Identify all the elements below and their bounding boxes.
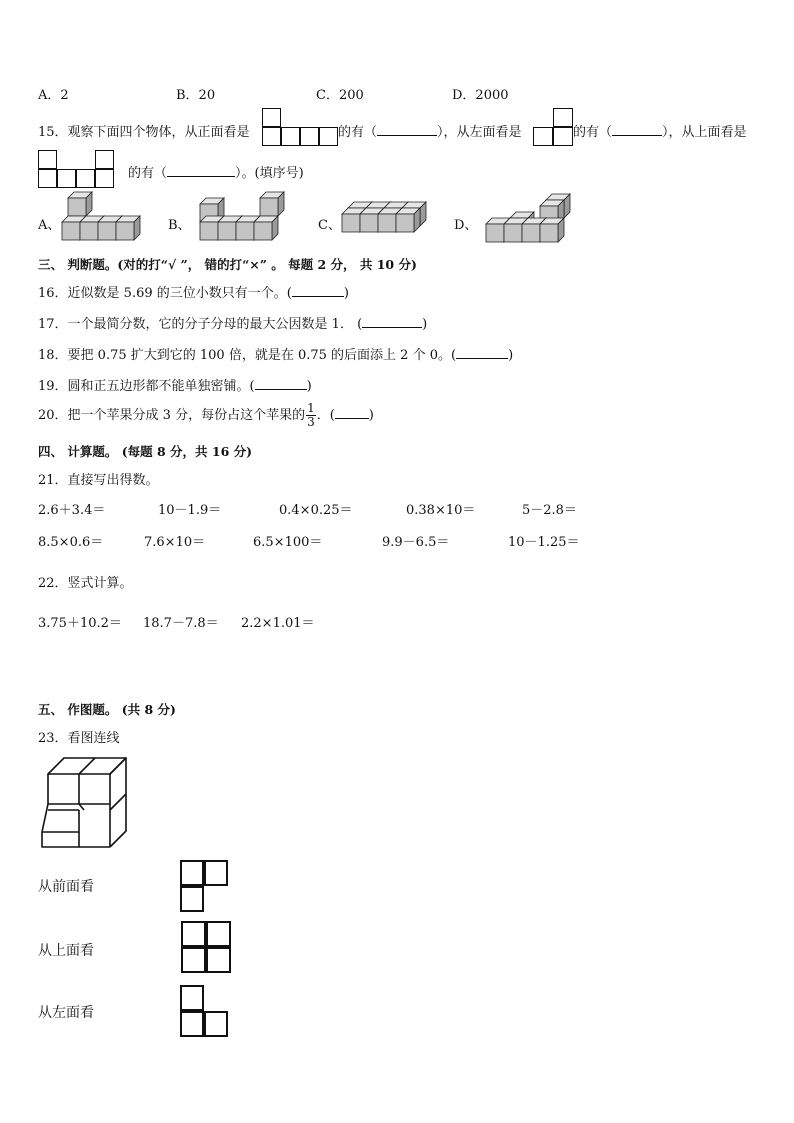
calc-item: 0.38×10＝ bbox=[406, 503, 476, 518]
view-shape-1[interactable] bbox=[180, 860, 228, 912]
q17: 17．一个最简分数，它的分子分母的最大公因数是 1． ( ) bbox=[38, 317, 428, 332]
cube bbox=[254, 216, 278, 240]
figure-label-a: A、 bbox=[38, 218, 61, 233]
cube-figure-c bbox=[340, 204, 430, 240]
view-shape-2[interactable] bbox=[181, 921, 231, 973]
calc-item: 9.9－6.5＝ bbox=[382, 535, 450, 550]
top-view-shape bbox=[38, 150, 114, 188]
q22-title: 22．竖式计算。 bbox=[38, 576, 133, 591]
calc-item: 8.5×0.6＝ bbox=[38, 535, 104, 550]
cube bbox=[540, 218, 564, 242]
view-label-left: 从左面看 bbox=[38, 1005, 94, 1021]
cube bbox=[68, 192, 92, 216]
calc-item: 0.4×0.25＝ bbox=[279, 503, 353, 518]
calc-item: 2.6＋3.4＝ bbox=[38, 503, 106, 518]
view-shape-3[interactable] bbox=[180, 985, 228, 1037]
fraction: $\frac{1}{3}$ bbox=[307, 401, 315, 429]
calc-item: 5－2.8＝ bbox=[522, 503, 577, 518]
option-b: B．20 bbox=[176, 88, 216, 103]
front-view-shape bbox=[262, 108, 338, 146]
left-view-shape bbox=[533, 108, 573, 146]
view-label-front: 从前面看 bbox=[38, 879, 94, 895]
calc-item: 6.5×100＝ bbox=[253, 535, 323, 550]
calc-item: 10－1.9＝ bbox=[158, 503, 222, 518]
option-c: C．200 bbox=[316, 88, 364, 103]
cube-figure-a bbox=[60, 196, 142, 246]
solid-figure bbox=[38, 754, 130, 850]
option-d: D．2000 bbox=[452, 88, 509, 103]
section-3-heading: 三、 判断题。(对的打“√ ”， 错的打“×” 。 每题 2 分， 共 10 分) bbox=[38, 257, 417, 272]
q23-title: 23．看图连线 bbox=[38, 731, 120, 746]
q18: 18．要把 0.75 扩大到它的 100 倍，就是在 0.75 的后面添上 2 个 0。( ) bbox=[38, 348, 514, 363]
q20: 20．把一个苹果分成 3 分，每份占这个苹果的 $\frac{1}{3}$ ．( ) bbox=[38, 401, 374, 429]
cube bbox=[260, 192, 284, 216]
q15-line2: 的有（ ）。(填序号) bbox=[128, 166, 304, 181]
q16: 16．近似数是 5.69 的三位小数只有一个。( ) bbox=[38, 286, 349, 301]
figure-label-c: C、 bbox=[318, 218, 341, 233]
q21-title: 21．直接写出得数。 bbox=[38, 473, 159, 488]
vertical-calc-item: 2.2×1.01＝ bbox=[241, 616, 315, 631]
q19: 19．圆和正五边形都不能单独密铺。( ) bbox=[38, 379, 312, 394]
section-5-heading: 五、 作图题。 (共 8 分) bbox=[38, 702, 176, 717]
cube-figure-d bbox=[484, 198, 574, 244]
vertical-calc-item: 18.7－7.8＝ bbox=[143, 616, 219, 631]
option-a: A．2 bbox=[38, 88, 69, 103]
cube bbox=[116, 216, 140, 240]
q15-prefix: 15．观察下面四个物体，从正面看是 bbox=[38, 125, 250, 140]
q15-mid3: 的有（ ），从上面看是 bbox=[573, 125, 747, 140]
vertical-calc-item: 3.75＋10.2＝ bbox=[38, 616, 122, 631]
cube-figure-b bbox=[198, 198, 288, 244]
figure-label-b: B、 bbox=[168, 218, 191, 233]
section-4-heading: 四、 计算题。 (每题 8 分，共 16 分) bbox=[38, 444, 253, 459]
calc-item: 10－1.25＝ bbox=[508, 535, 580, 550]
cube bbox=[396, 208, 420, 232]
view-label-top: 从上面看 bbox=[38, 943, 94, 959]
calc-item: 7.6×10＝ bbox=[144, 535, 206, 550]
q15-mid1: 的有（ ），从左面看是 bbox=[338, 125, 522, 140]
figure-label-d: D、 bbox=[454, 218, 478, 233]
